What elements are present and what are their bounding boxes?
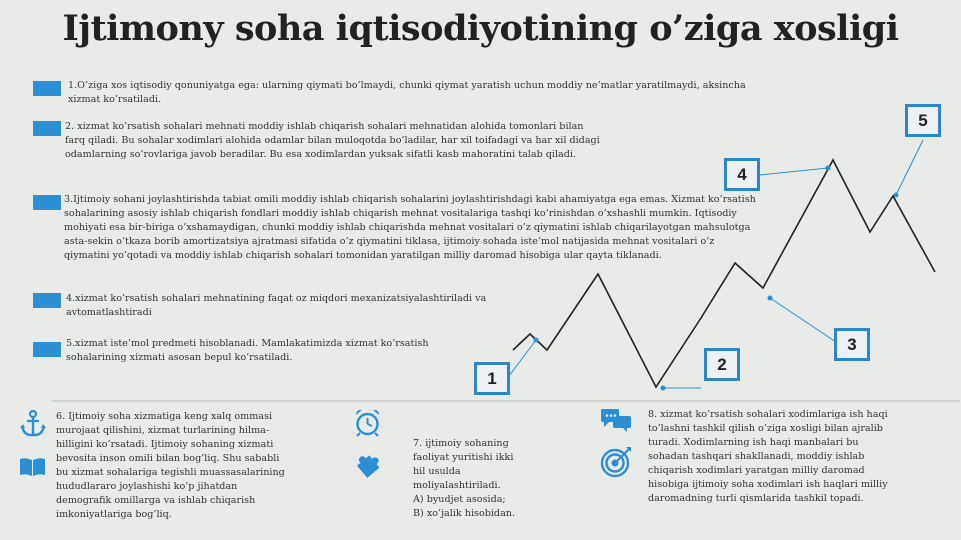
point-1 (534, 338, 539, 343)
bottom-col-3-text: 8. xizmat ko’rsatish sohalari xodimlariga ish haqi to’lashni tashkil qilish o’ziga xosligi bilan ajralib turadi. Xodimlarning ish haqi manbalari bu sohadan tashqari shakllanadi, moddiy ishlab chiqarish xodimlari yaratgan milliy daromad hisobiga ijtimoiy soha xodimlari ish haqlari milliy daromadning turli qismlarida tashkil topadi. (648, 409, 888, 504)
bottom-col-2-line: 7. ijtimoiy sohaning (413, 438, 509, 449)
point-5 (894, 193, 899, 198)
chat-icon (600, 408, 633, 433)
point-4 (826, 166, 831, 171)
book-icon (19, 457, 46, 477)
puzzle-icon (356, 452, 383, 480)
point-2 (661, 386, 666, 391)
connector-4 (760, 168, 828, 175)
connector-1 (506, 340, 536, 380)
bullet-5 (33, 342, 61, 357)
marker-box-3: 3 (834, 328, 870, 361)
bottom-col-2-line: faoliyat yuritishi ikki (413, 452, 514, 463)
bullet-2 (33, 121, 61, 136)
bottom-col-2-line: A) byudjet asosida; (413, 494, 506, 505)
item-1-text: 1.O’ziga xos iqtisodiy qonuniyatga ega: ularning qiymati bo’lmaydi, chunki qiymat yaratish uchun moddiy ne’matlar yaratilmaydi, aksincha xizmat ko’rsatiladi. (68, 80, 746, 105)
bottom-col-2-line: moliyalashtiriladi. (413, 480, 501, 491)
bottom-col-1-text: 6. Ijtimoiy soha xizmatiga keng xalq ommasi murojaat qilishini, xizmat turlarining hilma-hilligini ko’rsatadi. Ijtimoiy sohaning xizmati bevosita inson omili bilan bog’liq. Shu sababli bu xizmat sohalariga tegishli muassasalarining hududlararo joylashishi ko’p jihatdan demografik omillarga va ishlab chiqarish imkoniyatlariga bog’liq. (56, 411, 285, 520)
bullet-3 (33, 195, 61, 210)
marker-box-5: 5 (905, 104, 941, 137)
item-3-text: 3.Ijtimoiy sohani joylashtirishda tabiat omili moddiy ishlab chiqarish sohalarini joylashtirishdagi kabi ahamiyatga ega emas. Xizmat ko’rsatish sohalarining asosiy ishlab chiqarish fondlari moddiy ishlab chiqarish mehnat vositalariga tashqi ko’rinishdan o’xshashli mumkin. Iqtisodiy mohiyati esa bir-biriga o’xshamaydigan, chunki moddiy ishlab chiqarishda mehnat vositalari o’z qiymatini ishlab chiqarilayotgan mahsulotga asta-sekin o’tkaza borib amortizatsiya ajratmasi sifatida o’z qiymatini tiklasa, ijtimoiy sohada iste’mol natijasida mehnat vositalari o’z qiymatini yo’qotadi va moddiy ishlab chiqarish sohalari tomonidan yaratilgan milliy daromad hisobiga ular qayta tiklanadi. (64, 194, 756, 261)
marker-box-2: 2 (704, 348, 740, 381)
bottom-col-2-line: B) xo’jalik hisobidan. (413, 508, 516, 519)
marker-box-1: 1 (474, 362, 510, 395)
alarm-clock-icon (354, 408, 381, 437)
item-5-text: 5.xizmat iste’mol predmeti hisoblanadi. Mamlakatimizda xizmat ko’rsatish sohalarining xizmati asosan bepul ko’rsatiladi. (66, 338, 429, 363)
bullet-1 (33, 81, 61, 96)
bottom-col-2-line: hil usulda (413, 466, 461, 477)
anchor-icon (20, 410, 46, 438)
marker-box-4: 4 (724, 158, 760, 191)
point-3 (768, 296, 773, 301)
connector-5 (896, 140, 923, 195)
page-title: Ijtimony soha iqtisodiyotining o’ziga xosligi (62, 8, 899, 49)
item-2-text: 2. xizmat ko’rsatish sohalari mehnati moddiy ishlab chiqarish sohalari mehnatidan alohida tomonlari bilan farq qiladi. Bu sohalar xodimlari alohida odamlar bilan muloqotda bo’ladilar, har xil toifadagi va har xil didagi odamlarning so’rovlariga javob beradilar. Bu esa xodimlardan yuksak sifatli kasb mahoratini talab qiladi. (65, 121, 600, 160)
bullet-4 (33, 293, 61, 308)
target-icon (600, 446, 632, 478)
bottom-col-2 (413, 437, 543, 521)
item-4-text: 4.xizmat ko’rsatish sohalari mehnatining faqat oz miqdori mexanizatsiyalashtiriladi va avtomatlashtiradi (66, 293, 487, 318)
connector-3 (770, 298, 836, 342)
